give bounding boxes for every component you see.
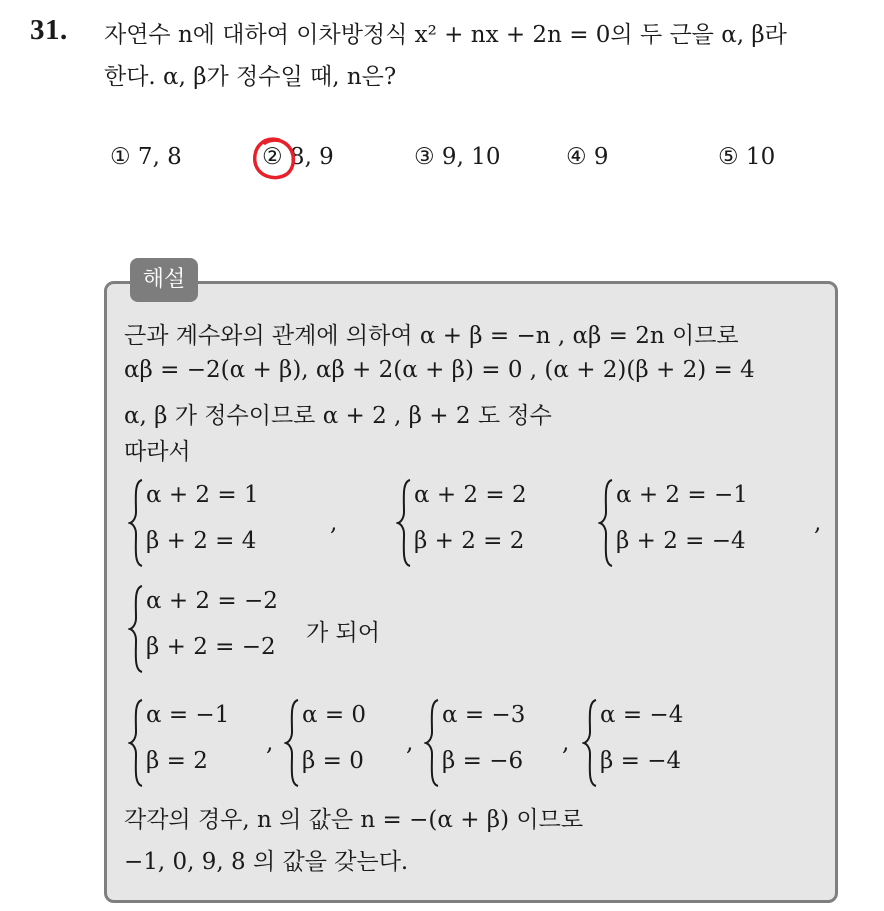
system-equation-bottom: β + 2 = 4 [146,528,257,554]
choice-1[interactable]: ① 7, 8 [110,144,182,170]
system-equation-bottom: β = −6 [442,748,524,774]
system-equation-bottom: β = −4 [600,748,682,774]
system-equation-bottom: β + 2 = −2 [146,634,276,660]
separator-comma: , [266,730,274,756]
system-equation-top: α + 2 = −1 [616,482,748,508]
left-brace-icon [128,584,144,674]
system-equation-bottom: β = 2 [146,748,208,774]
choice-4[interactable]: ④ 9 [566,144,609,170]
left-brace-icon [582,698,598,788]
left-brace-icon [284,698,300,788]
separator-comma: , [406,730,414,756]
left-brace-icon [128,478,144,568]
left-brace-icon [424,698,440,788]
question-text-line-1: 자연수 n에 대하여 이차방정식 x² + nx + 2n = 0의 두 근을 α, β라 [104,22,787,48]
question-number: 31. [30,14,68,46]
system-equation-top: α = −3 [442,702,526,728]
system-equation-top: α + 2 = 1 [146,482,259,508]
separator-comma: , [330,510,338,536]
answer-choices [0,140,884,180]
solution-line-6: −1, 0, 9, 8 의 값을 갖는다. [124,849,409,875]
system-equation-top: α + 2 = −2 [146,588,278,614]
solution-badge: 해설 [130,258,198,302]
left-brace-icon [598,478,614,568]
separator-comma: , [562,730,570,756]
system-equation-bottom: β + 2 = 2 [414,528,525,554]
left-brace-icon [396,478,412,568]
system-equation-top: α = −1 [146,702,230,728]
solution-line-5: 각각의 경우, n 의 값은 n = −(α + β) 이므로 [124,807,584,833]
become-text: 가 되어 [306,620,380,646]
solution-line-2: αβ = −2(α + β), αβ + 2(α + β) = 0 , (α + 2)(β + 2) = 4 [124,357,755,383]
system-equation-top: α + 2 = 2 [414,482,527,508]
solution-line-4: 따라서 [124,439,191,465]
question-text-line-2: 한다. α, β가 정수일 때, n은? [104,64,397,90]
left-brace-icon [128,698,144,788]
system-equation-top: α = −4 [600,702,684,728]
answer-circle-mark-icon [249,134,299,184]
separator-comma: , [814,510,822,536]
choice-5[interactable]: ⑤ 10 [718,144,776,170]
choice-2[interactable]: ② 8, 9 [262,144,334,170]
solution-line-3: α, β 가 정수이므로 α + 2 , β + 2 도 정수 [124,403,552,429]
solution-line-1: 근과 계수와의 관계에 의하여 α + β = −n , αβ = 2n 이므로 [124,323,739,349]
system-equation-bottom: β + 2 = −4 [616,528,746,554]
system-equation-top: α = 0 [302,702,367,728]
system-equation-bottom: β = 0 [302,748,364,774]
choice-3[interactable]: ③ 9, 10 [414,144,501,170]
